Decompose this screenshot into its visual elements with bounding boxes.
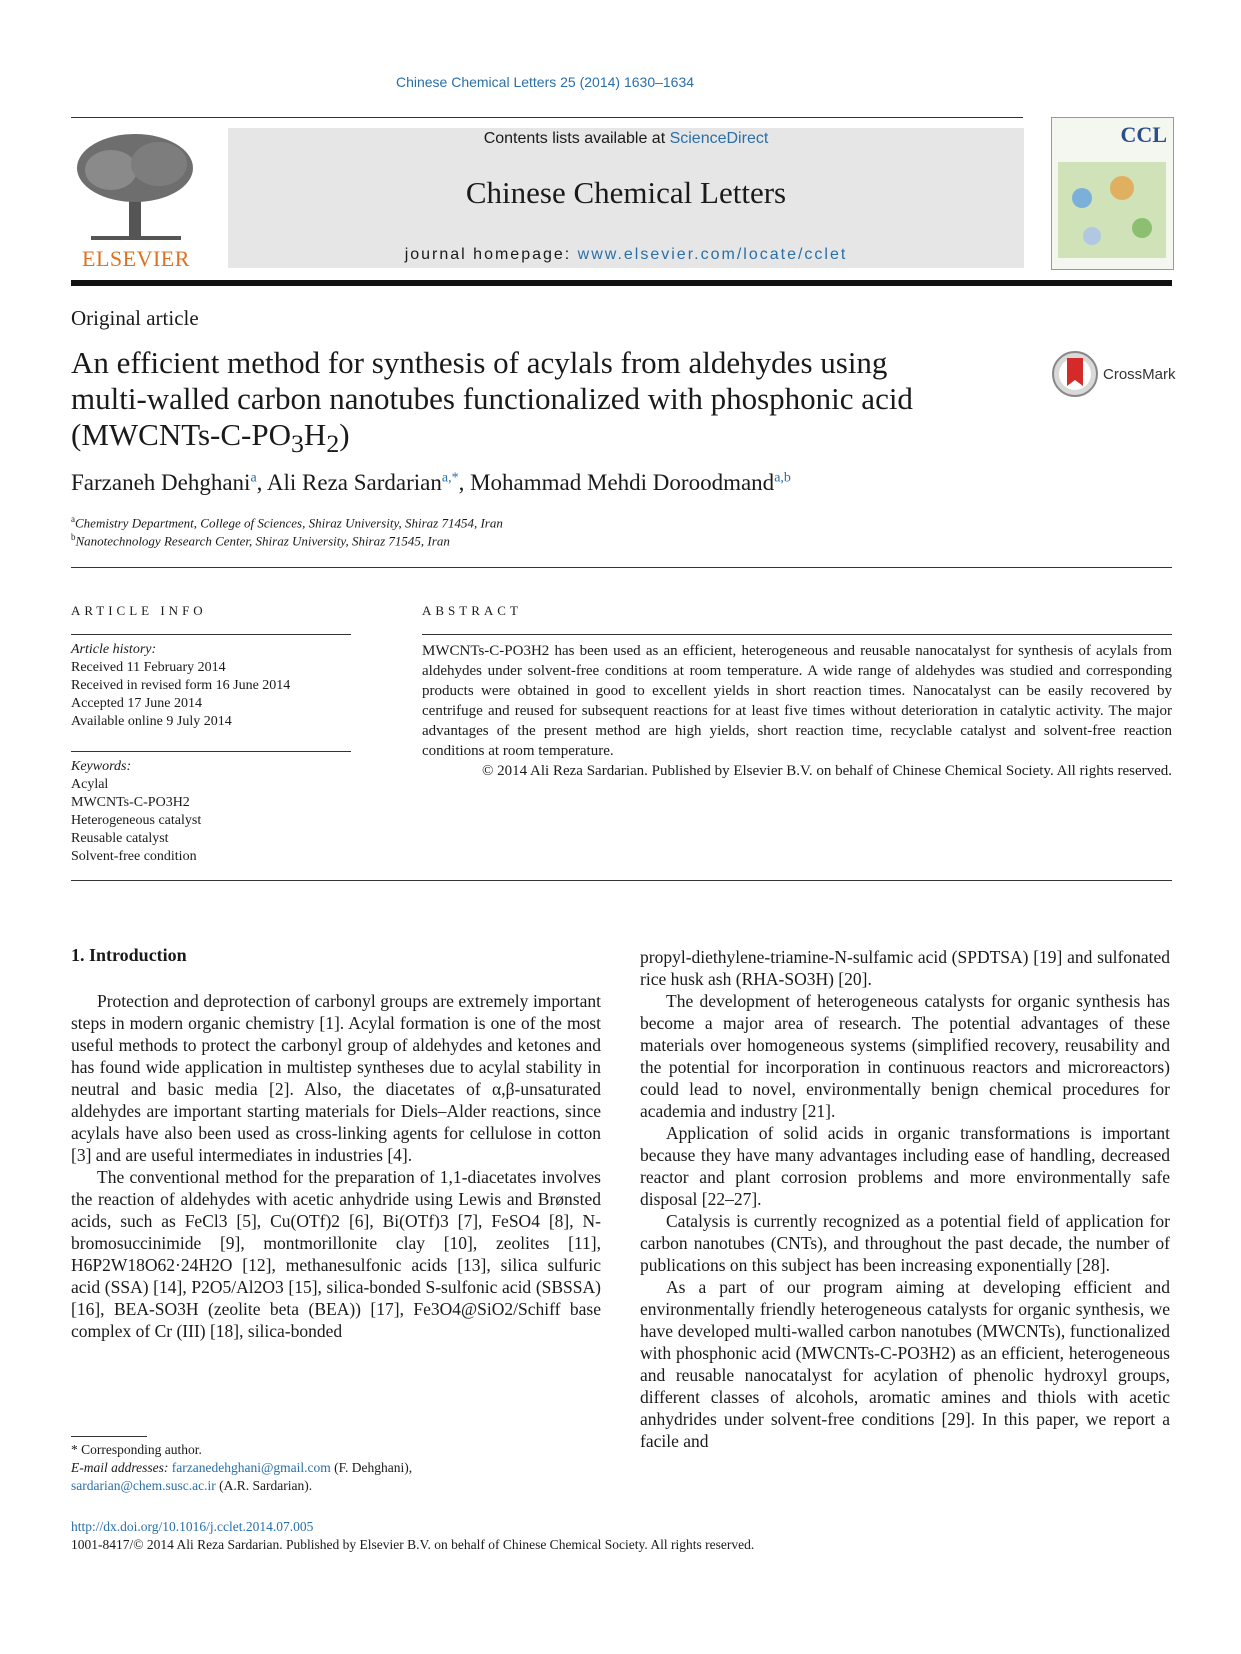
keyword: Reusable catalyst <box>71 831 169 846</box>
history-item: Received 11 February 2014 <box>71 660 226 675</box>
left-column <box>71 990 601 1342</box>
keyword: MWCNTs-C-PO3H2 <box>71 795 190 810</box>
introduction-heading: 1. Introduction <box>71 945 187 965</box>
homepage-line <box>228 246 1024 264</box>
sciencedirect-link[interactable]: ScienceDirect <box>669 130 769 147</box>
article-type: Original article <box>71 306 199 330</box>
journal-header-box <box>228 128 1024 268</box>
title-formula-h: H <box>303 417 327 452</box>
email-line-2 <box>71 1477 611 1495</box>
cover-title: CCL <box>1120 122 1167 147</box>
affiliation-marker: b <box>71 532 76 542</box>
intro-paragraph: The development of heterogeneous catalysts for organic synthesis has become a major area of research. The potential advantages of these materials over homogeneous systems (simplified recovery, reusability and the potential for incorporation in continuous reactors and microreactors) could lead to novel, environmentally benign chemical procedures for academia and industry [21]. <box>640 991 1170 1121</box>
article-info-heading: ARTICLE INFO <box>71 603 207 618</box>
title-sub-3: 3 <box>291 429 304 459</box>
title-line-1: An efficient method for synthesis of acylals from aldehydes using <box>71 345 888 380</box>
author-separator: , <box>256 470 267 495</box>
crossmark-badge[interactable] <box>1051 350 1181 400</box>
homepage-link[interactable]: www.elsevier.com/locate/cclet <box>577 246 848 263</box>
intro-paragraph: propyl-diethylene-triamine-N-sulfamic acid (SPDTSA) [19] and sulfonated rice husk ash (RHA-SO3H) [20]. <box>640 947 1170 989</box>
keyword: Solvent-free condition <box>71 849 197 864</box>
email-owner-1: (F. Dehghani), <box>334 1460 413 1475</box>
contents-prefix: Contents lists available at <box>483 130 670 147</box>
intro-paragraph: As a part of our program aiming at developing efficient and environmentally friendly heterogeneous catalysts for organic synthesis, we have developed multi-walled carbon nanotubes (MWCNTs), functionalized with phosphonic acid (MWCNTs-C-PO3H2) as an efficient, heterogeneous and reusable nanocatalyst for acylation of phenolic hydroxyl groups, different classes of alcohols, aromatic amines and thiols with acetic anhydrides under solvent-free conditions [29]. In this paper, we report a facile and <box>640 1277 1170 1451</box>
intro-paragraph: Protection and deprotection of carbonyl groups are extremely important steps in modern organic chemistry [1]. Acylal formation is one of the most useful methods to protect the carbonyl group of aldehydes and ketones and has found wide application in multistep syntheses due to acylal stability in neutral and basic media [2]. Also, the diacetates of α,β-unsaturated aldehydes are important starting materials for Diels–Alder reactions, since acylals have also been used as cross-linking agents for cellulose in cotton [3] and are useful intermediates in industries [4]. <box>71 991 601 1165</box>
history-item: Received in revised form 16 June 2014 <box>71 678 291 693</box>
history-label: Article history: <box>71 642 157 657</box>
journal-citation[interactable]: Chinese Chemical Letters 25 (2014) 1630–1634 <box>395 74 695 90</box>
author-separator: , <box>458 470 471 495</box>
author-name: Ali Reza Sardarian <box>266 470 442 495</box>
author-name: Mohammad Mehdi Doroodmand <box>470 470 775 495</box>
abstract-body <box>422 641 1172 781</box>
homepage-prefix: journal homepage: <box>404 246 578 263</box>
title-sub-2: 2 <box>326 429 340 459</box>
affiliation-rule <box>71 567 1172 568</box>
top-rule <box>71 117 1023 118</box>
footer <box>71 1518 754 1554</box>
keyword: Heterogeneous catalyst <box>71 813 202 828</box>
intro-paragraph: The conventional method for the preparation of 1,1-diacetates involves the reaction of aldehydes with acetic anhydride using Lewis and Brønsted acids, such as FeCl3 [5], Cu(OTf)2 [6], Bi(OTf)3 [7], FeSO4 [8], N-bromosuccinimide [9], montmorillonite clay [10], zeolites [11], H6P2W18O62·24H2O [12], methanesulfonic acids [13], silica sulfuric acid (SSA) [14], P2O5/Al2O3 [15], silica-bonded S-sulfonic acid (SBSSA) [16], BEA-SO3H (zeolite beta (BEA)) [17], Fe3O4@SiO2/Schiff base complex of Cr (III) [18], silica-bonded <box>71 1167 601 1341</box>
keywords-rule <box>71 751 351 752</box>
right-column <box>640 946 1170 1452</box>
email-link-1[interactable]: farzanedehghani@gmail.com <box>171 1460 331 1475</box>
email-label: E-mail addresses: <box>71 1460 169 1475</box>
author-affil-marker[interactable]: a,* <box>441 470 459 486</box>
doi-link[interactable]: http://dx.doi.org/10.1016/j.cclet.2014.07.005 <box>71 1519 314 1534</box>
history-item: Available online 9 July 2014 <box>71 714 232 729</box>
affiliation-text: Nanotechnology Research Center, Shiraz University, Shiraz 71545, Iran <box>75 533 450 549</box>
author-affil-marker[interactable]: a,b <box>774 470 791 486</box>
email-link-2[interactable]: sardarian@chem.susc.ac.ir <box>71 1478 216 1493</box>
keyword: Acylal <box>71 777 109 792</box>
article-title <box>71 345 1031 462</box>
footnote <box>71 1441 611 1495</box>
abstract-text: MWCNTs-C-PO3H2 has been used as an efficient, heterogeneous and reusable nanocatalyst for synthesis of acylals from aldehydes under solvent-free conditions at room temperature. A wide range of aldehydes was studied and corresponding products were obtained in good to excellent yields in short reaction times. Nanocatalyst can be easily recovered by centrifuge and reused for subsequent reactions for at least five times without deterioration in catalytic activity. The major advantages of the present method are high yields, short reaction time, recyclable catalyst and solvent-free reaction conditions at room temperature. <box>422 643 1172 759</box>
issn-line: 1001-8417/© 2014 Ali Reza Sardarian. Published by Elsevier B.V. on behalf of Chinese Chemical Society. All rights reserved. <box>71 1537 755 1552</box>
title-line-2: multi-walled carbon nanotubes functionalized with phosphonic acid <box>71 381 913 416</box>
keywords <box>71 758 351 866</box>
abstract-heading: ABSTRACT <box>422 603 522 618</box>
contents-line <box>228 130 1024 148</box>
tree-icon <box>71 130 201 245</box>
crossmark-label: CrossMark <box>1103 366 1176 383</box>
author-affil-marker[interactable]: a <box>250 470 257 486</box>
affiliation-marker: a <box>71 514 75 524</box>
corresponding-author-note: * Corresponding author. <box>71 1442 202 1457</box>
abstract-rule <box>422 634 1172 635</box>
intro-paragraph: Application of solid acids in organic transformations is important because they have many advantages including ease of handling, decreased reactor and plant corrosion problems and more environmentally safe disposal [22–27]. <box>640 1123 1170 1209</box>
header-thick-rule <box>71 280 1172 286</box>
keywords-label: Keywords: <box>71 759 132 774</box>
title-formula-suffix: ) <box>339 417 350 452</box>
crossmark-icon <box>1051 350 1099 398</box>
affiliation-a <box>71 514 503 531</box>
author-name: Farzaneh Dehghani <box>71 470 251 495</box>
footnote-rule <box>71 1436 147 1437</box>
article-info-rule <box>71 634 351 635</box>
title-formula-prefix: (MWCNTs-C-PO <box>71 417 291 452</box>
email-owner-2: (A.R. Sardarian). <box>219 1478 313 1493</box>
journal-cover-thumbnail[interactable] <box>1051 117 1174 270</box>
title-line-3 <box>71 417 1031 462</box>
affiliation-text: Chemistry Department, College of Sciences, Shiraz University, Shiraz 71454, Iran <box>75 515 503 531</box>
abstract-copyright: © 2014 Ali Reza Sardarian. Published by Elsevier B.V. on behalf of Chinese Chemical Society. All rights reserved. <box>481 763 1172 779</box>
article-history <box>71 641 351 731</box>
elsevier-logo <box>71 130 201 270</box>
intro-paragraph: Catalysis is currently recognized as a potential field of application for carbon nanotubes (CNTs), and throughout the past decade, the number of publications on this subject has been increasing exponentially [28]. <box>640 1211 1170 1275</box>
affiliation-b <box>71 532 450 549</box>
elsevier-wordmark: ELSEVIER <box>82 246 190 271</box>
history-item: Accepted 17 June 2014 <box>71 696 203 711</box>
email-line <box>71 1459 611 1477</box>
author-list <box>71 470 791 496</box>
abstract-bottom-rule <box>71 880 1172 881</box>
journal-title: Chinese Chemical Letters <box>465 175 787 210</box>
